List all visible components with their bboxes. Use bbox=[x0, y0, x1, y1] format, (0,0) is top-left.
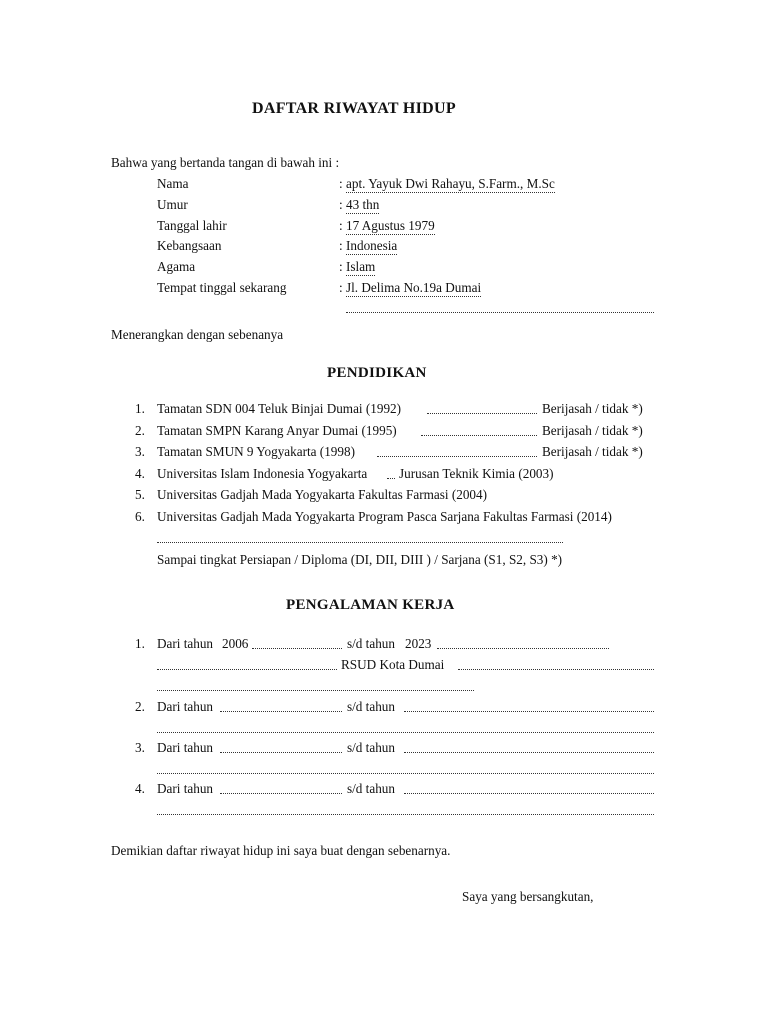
work-from-label: Dari tahun bbox=[157, 740, 214, 755]
education-number: 5. bbox=[135, 487, 145, 502]
identity-label-birthdate: Tanggal lahir bbox=[157, 218, 227, 233]
identity-value-address: Jl. Delima No.19a Dumai bbox=[346, 280, 482, 295]
work-blank-line bbox=[157, 690, 474, 691]
identity-value-birthdate: 17 Agustus 1979 bbox=[346, 218, 435, 233]
work-dotted-fill bbox=[437, 648, 609, 649]
work-from-label: Dari tahun bbox=[157, 781, 214, 796]
identity-colon: : bbox=[339, 176, 343, 191]
work-from-blank bbox=[220, 711, 342, 712]
work-to-label: s/d tahun bbox=[347, 636, 395, 651]
identity-value-age: 43 thn bbox=[346, 197, 380, 212]
education-item-text: Universitas Islam Indonesia Yogyakarta bbox=[157, 466, 368, 481]
education-item-major: Jurusan Teknik Kimia (2003) bbox=[399, 466, 554, 481]
work-blank-line bbox=[157, 732, 654, 733]
identity-value-nationality: Indonesia bbox=[346, 238, 398, 253]
education-dotted-fill bbox=[387, 478, 395, 479]
intro-text: Bahwa yang bertanda tangan di bawah ini : bbox=[111, 155, 340, 170]
education-dotted-fill bbox=[377, 456, 537, 457]
education-certificate-note: Berijasah / tidak *) bbox=[542, 423, 643, 438]
work-from-label: Dari tahun bbox=[157, 699, 214, 714]
work-blank-line bbox=[157, 814, 654, 815]
education-item-text: Universitas Gadjah Mada Yogyakarta Program Pasca Sarjana Fakultas Farmasi (2014) bbox=[157, 509, 612, 524]
education-item-text: Universitas Gadjah Mada Yogyakarta Fakultas Farmasi (2004) bbox=[157, 487, 487, 502]
education-number: 1. bbox=[135, 401, 145, 416]
work-from-blank bbox=[220, 752, 342, 753]
work-to-blank bbox=[404, 711, 654, 712]
work-to-year: 2023 bbox=[405, 636, 432, 651]
education-item-text: Tamatan SMUN 9 Yogyakarta (1998) bbox=[157, 444, 355, 459]
work-from-label: Dari tahun bbox=[157, 636, 214, 651]
work-dotted-fill bbox=[458, 669, 654, 670]
work-from-blank bbox=[220, 793, 342, 794]
address-dotted-line bbox=[346, 312, 654, 313]
work-number: 1. bbox=[135, 636, 145, 651]
identity-colon: : bbox=[339, 259, 343, 274]
education-number: 3. bbox=[135, 444, 145, 459]
work-number: 3. bbox=[135, 740, 145, 755]
closing-statement: Demikian daftar riwayat hidup ini saya buat dengan sebenarnya. bbox=[111, 843, 451, 858]
education-heading: PENDIDIKAN bbox=[327, 365, 427, 381]
education-certificate-note: Berijasah / tidak *) bbox=[542, 401, 643, 416]
work-place: RSUD Kota Dumai bbox=[341, 657, 445, 672]
education-number: 6. bbox=[135, 509, 145, 524]
identity-colon: : bbox=[339, 197, 343, 212]
identity-label-religion: Agama bbox=[157, 259, 196, 274]
work-from-year: 2006 bbox=[222, 636, 249, 651]
education-dotted-fill bbox=[421, 435, 537, 436]
education-dotted-fill bbox=[427, 413, 537, 414]
work-heading: PENGALAMAN KERJA bbox=[286, 597, 455, 613]
signature-line: Saya yang bersangkutan, bbox=[462, 889, 594, 904]
identity-label-nationality: Kebangsaan bbox=[157, 238, 222, 253]
work-to-blank bbox=[404, 793, 654, 794]
identity-colon: : bbox=[339, 218, 343, 233]
identity-label-name: Nama bbox=[157, 176, 189, 191]
identity-label-age: Umur bbox=[157, 197, 188, 212]
work-dotted-fill bbox=[252, 648, 342, 649]
identity-colon: : bbox=[339, 238, 343, 253]
education-number: 4. bbox=[135, 466, 145, 481]
work-to-label: s/d tahun bbox=[347, 781, 395, 796]
education-blank-line bbox=[157, 542, 563, 543]
education-item-text: Tamatan SMPN Karang Anyar Dumai (1995) bbox=[157, 423, 397, 438]
identity-value-religion: Islam bbox=[346, 259, 376, 274]
identity-value-name: apt. Yayuk Dwi Rahayu, S.Farm., M.Sc bbox=[346, 176, 555, 191]
identity-label-address: Tempat tinggal sekarang bbox=[157, 280, 287, 295]
education-number: 2. bbox=[135, 423, 145, 438]
education-level-note: Sampai tingkat Persiapan / Diploma (DI, DII, DIII ) / Sarjana (S1, S2, S3) *) bbox=[157, 552, 563, 567]
education-certificate-note: Berijasah / tidak *) bbox=[542, 444, 643, 459]
work-to-label: s/d tahun bbox=[347, 699, 395, 714]
work-to-blank bbox=[404, 752, 654, 753]
document-title: DAFTAR RIWAYAT HIDUP bbox=[252, 100, 456, 117]
work-number: 4. bbox=[135, 781, 145, 796]
work-blank-line bbox=[157, 773, 654, 774]
work-to-label: s/d tahun bbox=[347, 740, 395, 755]
identity-colon: : bbox=[339, 280, 343, 295]
work-number: 2. bbox=[135, 699, 145, 714]
statement-text: Menerangkan dengan sebenanya bbox=[111, 327, 284, 342]
education-item-text: Tamatan SDN 004 Teluk Binjai Dumai (1992) bbox=[157, 401, 402, 416]
work-dotted-fill bbox=[157, 669, 337, 670]
